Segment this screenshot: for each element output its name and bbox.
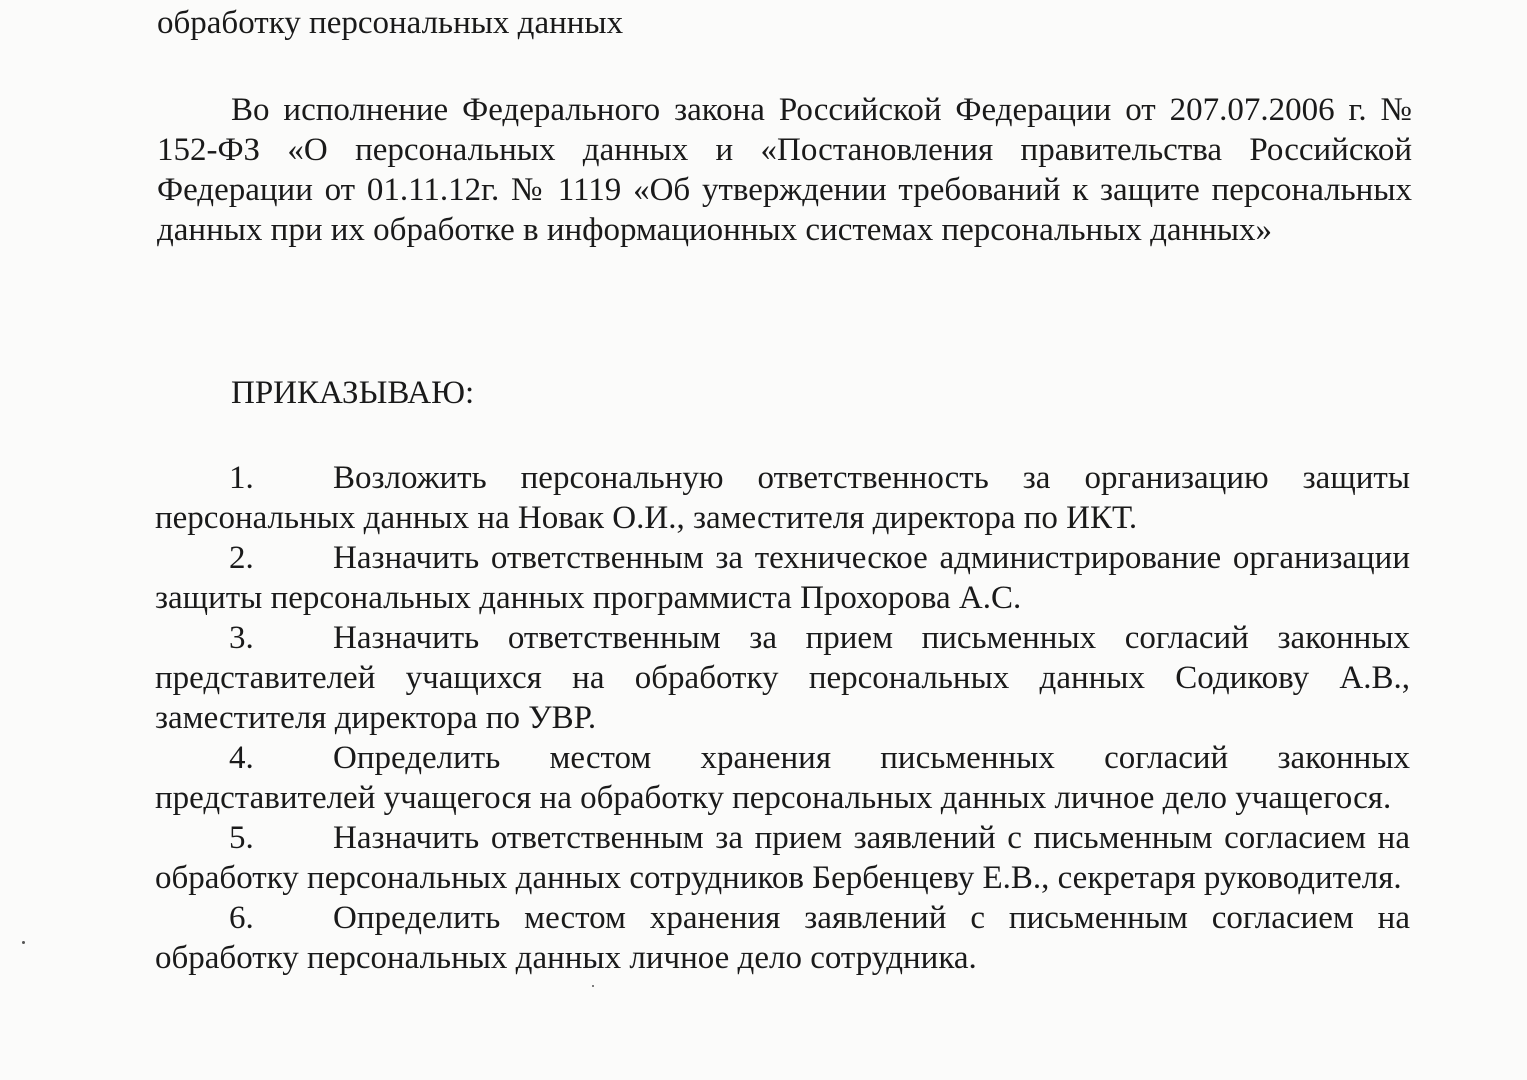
order-item xyxy=(155,538,1410,618)
order-item xyxy=(155,618,1410,738)
heading-tail: обработку персональных данных xyxy=(157,5,624,41)
order-item-text: Назначить ответственным за прием письменных согласий законных представителей учащихся на обработку персональных данных Содикову А.В., заместителя директора по УВР. xyxy=(155,620,1410,736)
order-item-number: 1. xyxy=(229,460,254,496)
order-item xyxy=(155,458,1410,538)
order-item-number: 5. xyxy=(229,820,254,856)
order-item xyxy=(155,738,1410,818)
order-word: ПРИКАЗЫВАЮ: xyxy=(231,375,475,411)
scan-speck xyxy=(22,941,25,944)
order-item xyxy=(155,898,1410,978)
order-item-text: Определить местом хранения письменных согласий законных представителей учащегося на обработку персональных данных личное дело учащегося. xyxy=(155,740,1410,816)
scan-speck xyxy=(592,985,594,987)
order-item-text: Назначить ответственным за техническое администрирование организации защиты персональных данных программиста Прохорова А.С. xyxy=(155,540,1410,616)
order-item-number: 4. xyxy=(229,740,254,776)
order-item-number: 2. xyxy=(229,540,254,576)
order-item-number: 6. xyxy=(229,900,254,936)
order-item-text: Определить местом хранения заявлений с письменным согласием на обработку персональных данных личное дело сотрудника. xyxy=(155,900,1410,976)
preamble-paragraph: Во исполнение Федерального закона Российской Федерации от 207.07.2006 г. № 152-ФЗ «О персональных данных и «Постановления правительства Российской Федерации от 01.11.12г. № 1119 «Об утверждении требований к защите персональных данных при их обработке в информационных системах персональных данных» xyxy=(157,92,1412,248)
order-items-list xyxy=(155,458,1410,978)
order-item-number: 3. xyxy=(229,620,254,656)
order-item-text: Назначить ответственным за прием заявлений с письменным согласием на обработку персональных данных сотрудников Бербенцеву Е.В., секретаря руководителя. xyxy=(155,820,1410,896)
order-item-text: Возложить персональную ответственность за организацию защиты персональных данных на Новак О.И., заместителя директора по ИКТ. xyxy=(155,460,1410,536)
order-item xyxy=(155,818,1410,898)
